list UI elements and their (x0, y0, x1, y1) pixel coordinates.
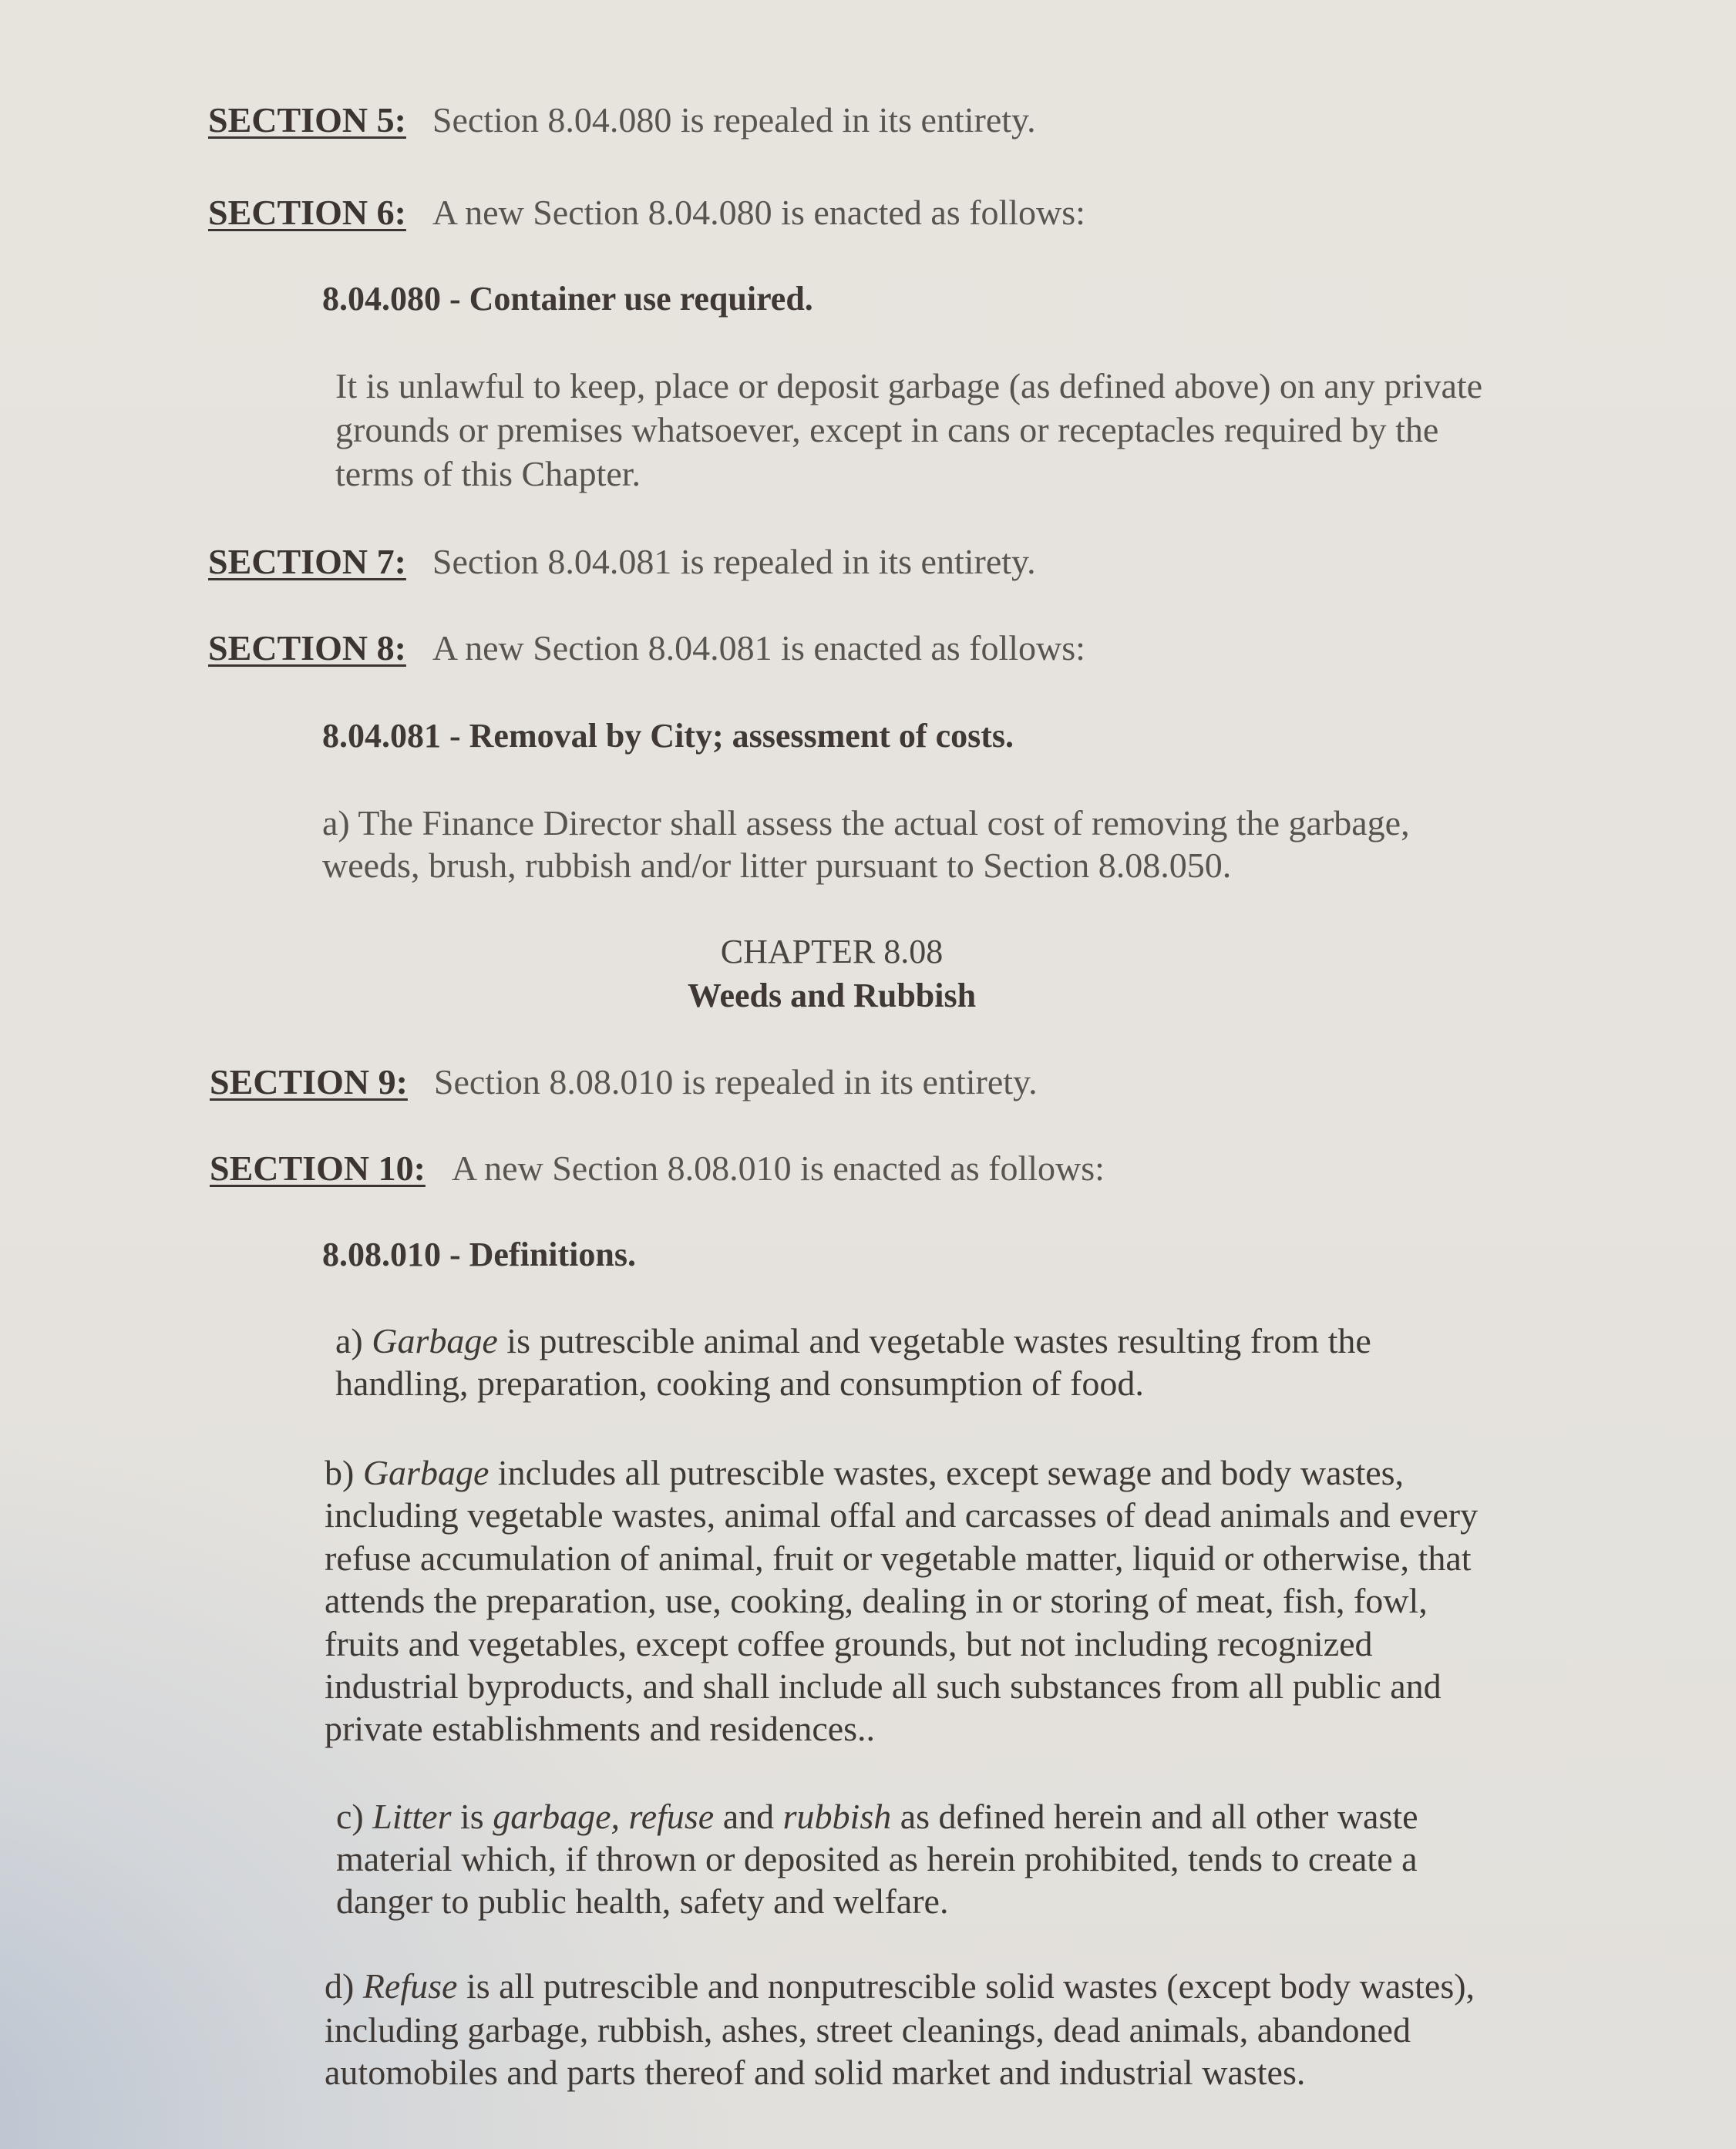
definition-line: handling, preparation, cooking and consumption of food. (335, 1364, 1144, 1403)
definition-line: danger to public health, safety and welfare. (336, 1882, 949, 1921)
definition-line: industrial byproducts, and shall include all such substances from all public and (325, 1666, 1442, 1706)
definition-marker: a) (335, 1321, 363, 1360)
definition-line: material which, if thrown or deposited as herein prohibited, tends to create a (336, 1839, 1418, 1878)
section-label: SECTION 6: (208, 193, 406, 232)
definition-c (336, 1795, 1418, 1838)
definition-line: private establishments and residences.. (325, 1709, 876, 1748)
definition-text: is (451, 1797, 493, 1836)
chapter-number: CHAPTER 8.08 (720, 933, 944, 970)
definition-term: Refuse (362, 1966, 458, 2006)
definition-term: Garbage (362, 1453, 490, 1492)
paragraph-line: grounds or premises whatsoever, except in cans or receptacles required by the (335, 410, 1439, 449)
section-label: SECTION 7: (208, 542, 406, 581)
definition-term: Litter (372, 1797, 452, 1836)
definition-line: refuse accumulation of animal, fruit or vegetable matter, liquid or otherwise, that (325, 1539, 1472, 1578)
definition-marker: c) (336, 1797, 364, 1836)
paragraph-line: a) The Finance Director shall assess the actual cost of removing the garbage, (322, 803, 1410, 842)
section-6 (208, 191, 1085, 234)
definition-text: includes all putrescible wastes, except sewage and body wastes, (489, 1453, 1405, 1492)
section-text: Section 8.04.080 is repealed in its entirety. (432, 100, 1036, 140)
paragraph-line: It is unlawful to keep, place or deposit garbage (as defined above) on any private (335, 366, 1483, 405)
chapter-title: Weeds and Rubbish (687, 977, 977, 1014)
paragraph-line: weeds, brush, rubbish and/or litter pursuant to Section 8.08.050. (322, 846, 1232, 885)
definition-marker: d) (325, 1966, 355, 2006)
definition-line: automobiles and parts thereof and solid market and industrial wastes. (325, 2053, 1306, 2092)
subsection-heading: 8.08.010 - Definitions. (322, 1236, 636, 1273)
subsection-heading: 8.04.081 - Removal by City; assessment of costs. (322, 717, 1014, 755)
section-label: SECTION 8: (208, 628, 406, 668)
section-text: A new Section 8.04.081 is enacted as follows: (432, 628, 1085, 668)
section-7 (208, 540, 1036, 583)
definition-text: is putrescible animal and vegetable wastes resulting from the (497, 1321, 1371, 1360)
definition-a (335, 1320, 1371, 1363)
section-9 (210, 1061, 1038, 1104)
definition-marker: b) (325, 1453, 355, 1492)
definition-line: fruits and vegetables, except coffee grounds, but not including recognized (325, 1624, 1373, 1663)
section-text: Section 8.04.081 is repealed in its entirety. (432, 542, 1036, 581)
definition-term-ref: rubbish (782, 1797, 892, 1836)
definition-text: and (714, 1797, 783, 1836)
paragraph-line: terms of this Chapter. (335, 454, 641, 493)
section-label: SECTION 9: (210, 1062, 408, 1101)
section-text: A new Section 8.08.010 is enacted as follows: (451, 1148, 1105, 1188)
definition-text: is all putrescible and nonputrescible solid wastes (except body wastes), (457, 1966, 1475, 2006)
section-10 (210, 1147, 1105, 1190)
definition-term: Garbage (372, 1321, 498, 1360)
section-8 (208, 627, 1085, 670)
definition-line: including vegetable wastes, animal offal and carcasses of dead animals and every (325, 1495, 1479, 1535)
definition-b (325, 1451, 1404, 1495)
section-label: SECTION 10: (210, 1148, 426, 1188)
definition-d (325, 1965, 1475, 2008)
definition-line: including garbage, rubbish, ashes, street cleanings, dead animals, abandoned (325, 2010, 1411, 2050)
subsection-heading: 8.04.080 - Container use required. (322, 280, 813, 318)
definition-line: attends the preparation, use, cooking, dealing in or storing of meat, fish, fowl, (325, 1581, 1428, 1620)
section-label: SECTION 5: (208, 100, 406, 140)
definition-term-ref: garbage, refuse (493, 1797, 715, 1836)
section-text: Section 8.08.010 is repealed in its entirety. (433, 1062, 1038, 1101)
section-text: A new Section 8.04.080 is enacted as follows: (432, 193, 1085, 232)
definition-text: as defined herein and all other waste (891, 1797, 1418, 1836)
section-5 (208, 99, 1036, 142)
